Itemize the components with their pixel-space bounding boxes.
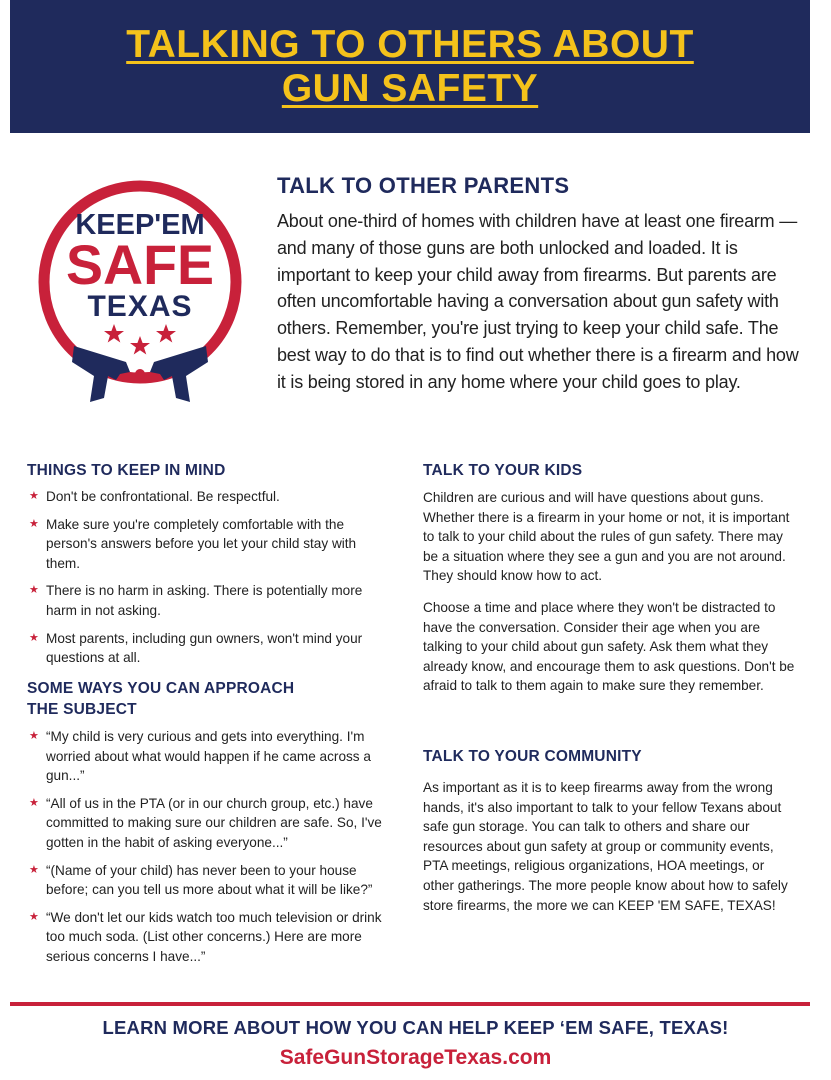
star-icon: ★ (29, 863, 39, 876)
star-icon: ★ (29, 584, 39, 597)
logo-text-keep-em: KEEP'EM (75, 209, 205, 241)
footer-divider (10, 1002, 810, 1006)
keep-em-safe-texas-logo (34, 162, 246, 412)
approach-list (27, 727, 392, 975)
list-item: ★ Make sure you're completely comfortable with the person's answers before you let your child stay with them. (29, 516, 357, 571)
logo-text-safe: SAFE (66, 233, 214, 296)
kids-paragraph-1: Children are curious and will have questions about guns. Whether there is a firearm in your home or not, it is important to talk to your child about the rules of gun safety. There may be a situation where they see a gun and you are not around. They should know how to act. (423, 490, 790, 584)
kids-paragraph-2: Choose a time and place where they won't be distracted to have the conversation. Consider their age when you are talking to your child about gun safety. Ask them what they already know, and encourage them to ask questions. Don't be afraid to talk to them again to make sure they remember. (423, 600, 795, 694)
star-icon: ★ (29, 730, 39, 742)
list-item: ★ Don't be confrontational. Be respectful. (27, 487, 392, 507)
list-item: ★ There is no harm in asking. There is potentially more harm in not asking. (29, 583, 363, 618)
page-title-line2: GUN SAFETY (281, 66, 539, 110)
keep-in-mind-list (27, 487, 392, 676)
list-item: ★ “(Name of your child) has never been to your house before; can you tell us more about what it will be like?” (29, 862, 373, 898)
intro-heading: TALK TO OTHER PARENTS (277, 173, 570, 198)
star-icon: ★ (29, 517, 39, 530)
star-icon: ★ (29, 490, 39, 502)
community-heading: TALK TO YOUR COMMUNITY (423, 748, 642, 765)
website-link[interactable]: SafeGunStorageTexas.com (279, 1046, 552, 1069)
approach-heading: SOME WAYS YOU CAN APPROACH THE SUBJECT (27, 680, 295, 718)
header-banner (10, 0, 810, 133)
page-title-line1: TALKING TO OTHERS ABOUT (126, 22, 694, 66)
intro-paragraph: About one-third of homes with children have at least one firearm — and many of those guns are both unlocked and loaded. It is important to keep your child away from firearms. But parents are often uncomfortable having a conversation about gun safety with others. Remember, you're just trying to keep your child safe. The best way to do that is to find out whether there is a firearm and how it is being stored in any home where your child goes to play. (277, 211, 799, 392)
keep-in-mind-heading: THINGS TO KEEP IN MIND (27, 462, 226, 479)
list-item: ★ “My child is very curious and gets into everything. I'm worried about what would happen if he came across a gun...” (29, 729, 371, 784)
logo-text-texas: TEXAS (87, 290, 193, 323)
community-paragraph: As important as it is to keep firearms away from the wrong hands, it's also important to talk to your fellow Texans about safe gun storage. You can talk to others and share our resources about gun safety at group or community events, PTA meetings, religious organizations, HOA meetings, or other gatherings. The more people know about how to safely store firearms, the more we can KEEP 'EM SAFE, TEXAS! (423, 780, 788, 913)
footer-call-to-action: LEARN MORE ABOUT HOW YOU CAN HELP KEEP ‘EM SAFE, TEXAS! (102, 1017, 729, 1038)
star-icon: ★ (29, 910, 39, 923)
star-icon: ★ (29, 796, 39, 809)
kids-heading: TALK TO YOUR KIDS (423, 462, 583, 479)
list-item: ★ “All of us in the PTA (or in our church group, etc.) have committed to making sure our children are safe. So, I've gotten in the habit of asking everyone...” (29, 795, 382, 850)
list-item: ★ Most parents, including gun owners, won't mind your questions at all. (29, 630, 363, 666)
star-icon: ★ (29, 631, 39, 644)
list-item: ★ “We don't let our kids watch too much television or drink too much soda. (List other concerns.) Here are more serious concerns I have...” (29, 909, 382, 964)
